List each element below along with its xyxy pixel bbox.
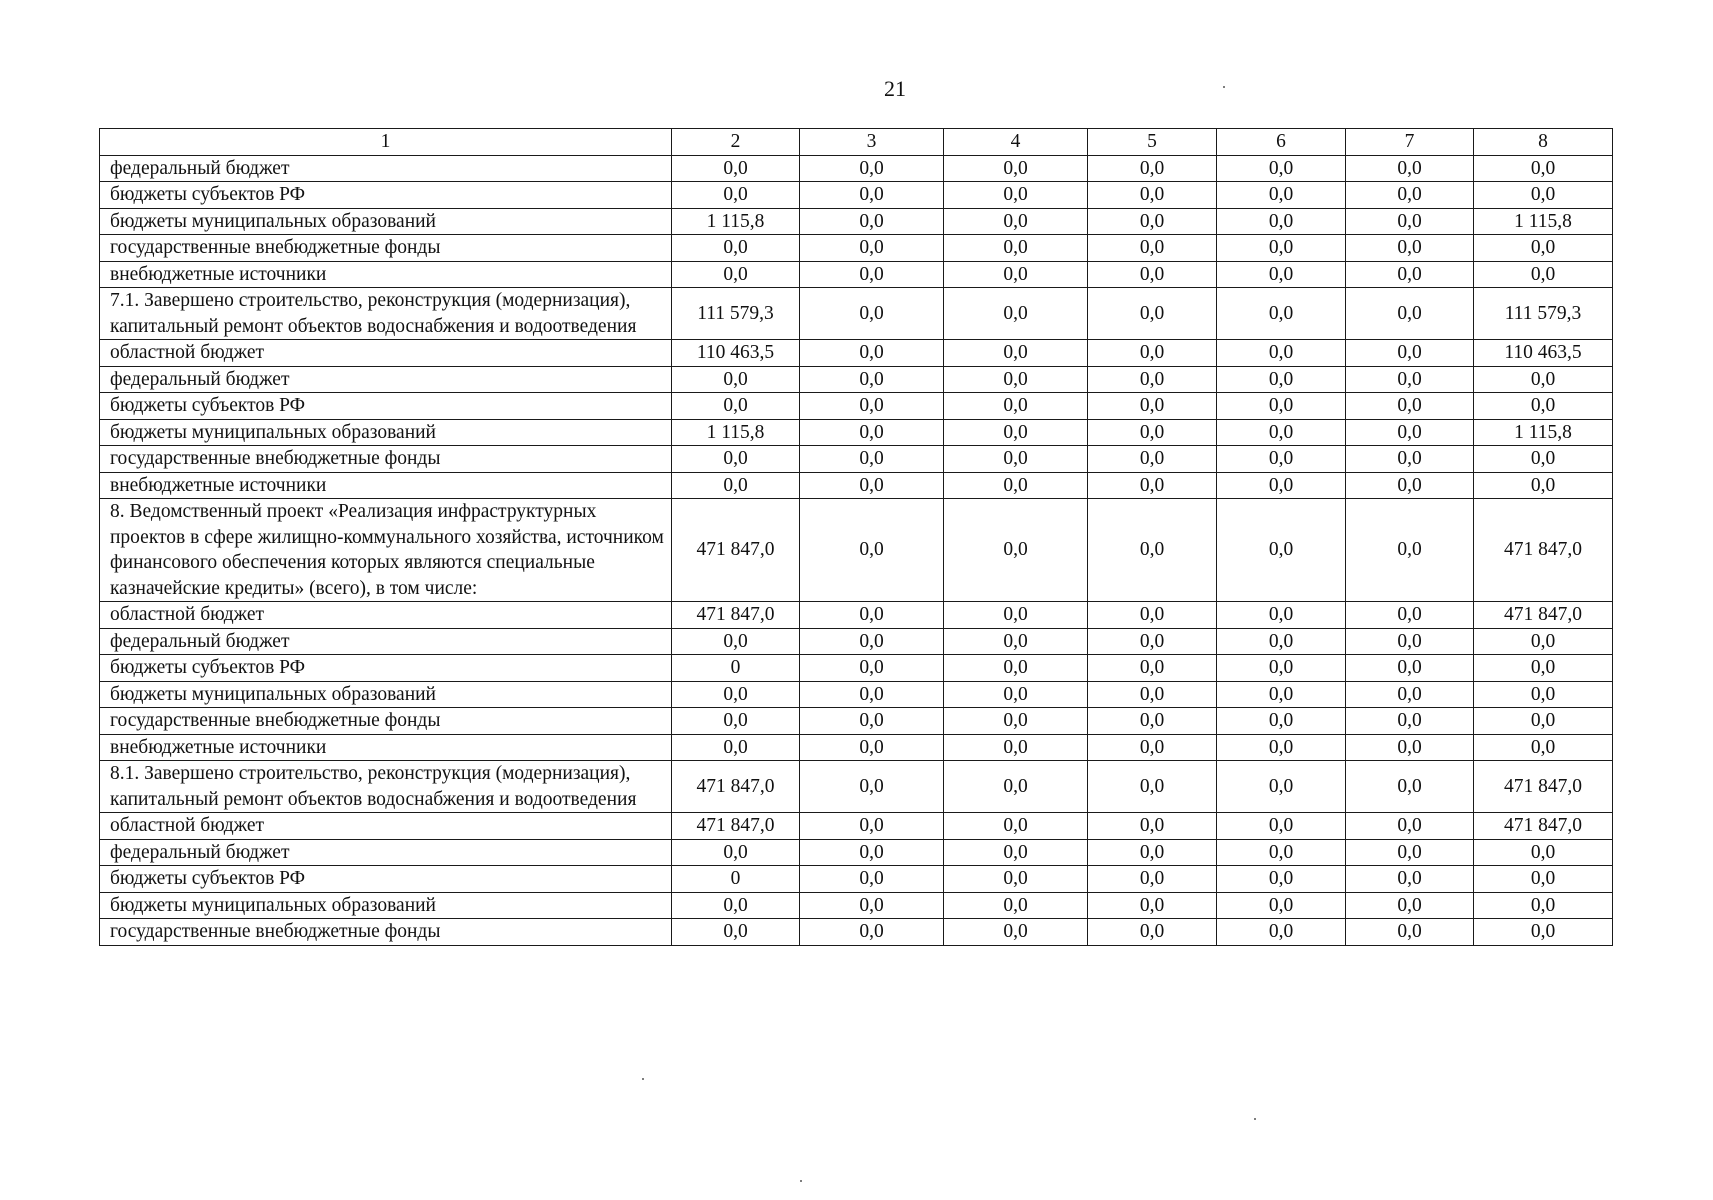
value-cell: 0,0 [800,813,944,840]
value-cell: 0,0 [1088,155,1217,182]
table-row [100,366,1613,393]
value-cell: 0,0 [1088,235,1217,262]
value-cell: 471 847,0 [1474,761,1613,813]
value-cell: 0,0 [1346,761,1474,813]
value-cell: 0,0 [1474,655,1613,682]
row-label: внебюджетные источники [100,261,672,288]
value-cell: 0,0 [1474,472,1613,499]
value-cell: 0,0 [1088,393,1217,420]
value-cell: 0,0 [672,446,800,473]
value-cell: 0,0 [1346,734,1474,761]
value-cell: 0,0 [672,892,800,919]
value-cell: 0,0 [1346,261,1474,288]
value-cell: 0,0 [944,472,1088,499]
table-row [100,208,1613,235]
row-label: внебюджетные источники [100,734,672,761]
value-cell: 0,0 [1088,366,1217,393]
row-label: государственные внебюджетные фонды [100,708,672,735]
value-cell: 0,0 [1088,813,1217,840]
value-cell: 0,0 [1088,734,1217,761]
table-row [100,813,1613,840]
value-cell: 0,0 [672,734,800,761]
value-cell: 0,0 [1217,208,1346,235]
column-header: 3 [800,129,944,156]
table-row [100,419,1613,446]
value-cell: 0,0 [800,734,944,761]
value-cell: 0,0 [1474,681,1613,708]
value-cell: 0,0 [1088,419,1217,446]
value-cell: 0,0 [1346,182,1474,209]
row-label: федеральный бюджет [100,155,672,182]
row-label: государственные внебюджетные фонды [100,919,672,946]
value-cell: 0,0 [1217,708,1346,735]
value-cell: 0,0 [1346,708,1474,735]
value-cell: 0,0 [944,866,1088,893]
value-cell: 0,0 [944,288,1088,340]
table-row [100,340,1613,367]
value-cell: 0,0 [1346,813,1474,840]
value-cell: 0,0 [1346,892,1474,919]
value-cell: 0,0 [1088,628,1217,655]
value-cell: 0,0 [1088,866,1217,893]
value-cell: 0,0 [800,182,944,209]
value-cell: 0,0 [800,892,944,919]
value-cell: 0,0 [944,235,1088,262]
value-cell: 0,0 [1088,472,1217,499]
value-cell: 0,0 [1217,839,1346,866]
value-cell: 0,0 [800,419,944,446]
value-cell: 0,0 [944,155,1088,182]
value-cell: 0,0 [672,235,800,262]
value-cell: 111 579,3 [672,288,800,340]
row-label: государственные внебюджетные фонды [100,235,672,262]
value-cell: 0,0 [1346,393,1474,420]
value-cell: 0,0 [1217,602,1346,629]
value-cell: 0,0 [1346,839,1474,866]
table-row [100,761,1613,813]
value-cell: 0,0 [1217,446,1346,473]
value-cell: 0,0 [800,340,944,367]
value-cell: 0,0 [1217,655,1346,682]
value-cell: 0,0 [1346,628,1474,655]
row-label: 8.1. Завершено строительство, реконструкция (модернизация), капитальный ремонт объектов водоснабжения и водоотведения [100,761,672,813]
value-cell: 0,0 [672,919,800,946]
value-cell: 0,0 [1217,628,1346,655]
row-label: 7.1. Завершено строительство, реконструкция (модернизация), капитальный ремонт объектов водоснабжения и водоотведения [100,288,672,340]
value-cell: 0,0 [800,208,944,235]
value-cell: 0,0 [1217,182,1346,209]
table-row [100,182,1613,209]
row-label: бюджеты субъектов РФ [100,393,672,420]
value-cell: 0,0 [672,839,800,866]
row-label: бюджеты субъектов РФ [100,655,672,682]
value-cell: 0,0 [800,235,944,262]
value-cell: 0,0 [1217,499,1346,602]
value-cell: 0,0 [1217,155,1346,182]
value-cell: 0,0 [1217,288,1346,340]
value-cell: 0,0 [800,288,944,340]
column-header: 4 [944,129,1088,156]
value-cell: 0,0 [800,839,944,866]
row-label: 8. Ведомственный проект «Реализация инфраструктурных проектов в сфере жилищно-коммунального хозяйства, источником финансового обеспечения которых являются специальные казначейские кредиты» (всего), в том числе: [100,499,672,602]
row-label: бюджеты субъектов РФ [100,866,672,893]
value-cell: 0,0 [672,366,800,393]
budget-table [99,128,1613,946]
value-cell: 0 [672,655,800,682]
value-cell: 0,0 [1088,261,1217,288]
value-cell: 0,0 [800,681,944,708]
value-cell: 471 847,0 [1474,813,1613,840]
scan-speck [1223,86,1225,88]
value-cell: 0,0 [944,602,1088,629]
table-row [100,628,1613,655]
row-label: федеральный бюджет [100,839,672,866]
value-cell: 471 847,0 [672,761,800,813]
row-label: областной бюджет [100,602,672,629]
row-label: бюджеты муниципальных образований [100,892,672,919]
value-cell: 0,0 [1346,419,1474,446]
value-cell: 0,0 [944,208,1088,235]
value-cell: 0,0 [800,446,944,473]
column-header: 6 [1217,129,1346,156]
value-cell: 0,0 [1088,655,1217,682]
value-cell: 471 847,0 [672,499,800,602]
value-cell: 0,0 [672,472,800,499]
table-row [100,708,1613,735]
value-cell: 0,0 [800,602,944,629]
row-label: бюджеты муниципальных образований [100,419,672,446]
table-row [100,472,1613,499]
value-cell: 0,0 [800,655,944,682]
value-cell: 1 115,8 [1474,208,1613,235]
value-cell: 111 579,3 [1474,288,1613,340]
value-cell: 0,0 [944,708,1088,735]
value-cell: 0,0 [944,419,1088,446]
row-label: областной бюджет [100,340,672,367]
value-cell: 0,0 [1088,681,1217,708]
page-number: 21 [884,76,906,101]
table-row [100,499,1613,602]
row-label: внебюджетные источники [100,472,672,499]
value-cell: 0,0 [1346,155,1474,182]
value-cell: 0,0 [1346,681,1474,708]
value-cell: 0,0 [944,446,1088,473]
value-cell: 0,0 [1088,208,1217,235]
value-cell: 0,0 [944,681,1088,708]
column-header: 5 [1088,129,1217,156]
value-cell: 0,0 [800,628,944,655]
value-cell: 0,0 [1217,419,1346,446]
value-cell: 0,0 [1346,602,1474,629]
table-row [100,892,1613,919]
value-cell: 0,0 [1346,208,1474,235]
value-cell: 0,0 [1088,761,1217,813]
value-cell: 0,0 [800,261,944,288]
value-cell: 0,0 [944,499,1088,602]
value-cell: 0,0 [1474,839,1613,866]
value-cell: 0,0 [800,499,944,602]
value-cell: 0,0 [1346,472,1474,499]
value-cell: 0,0 [1217,366,1346,393]
value-cell: 0,0 [1474,628,1613,655]
value-cell: 0,0 [944,734,1088,761]
value-cell: 0,0 [1346,340,1474,367]
value-cell: 0,0 [1217,340,1346,367]
value-cell: 0,0 [672,182,800,209]
value-cell: 0,0 [1217,235,1346,262]
value-cell: 0,0 [1474,261,1613,288]
row-label: бюджеты муниципальных образований [100,681,672,708]
value-cell: 0,0 [1474,892,1613,919]
value-cell: 0,0 [1474,366,1613,393]
value-cell: 471 847,0 [1474,499,1613,602]
value-cell: 0,0 [944,340,1088,367]
value-cell: 0,0 [1217,472,1346,499]
value-cell: 0,0 [1346,235,1474,262]
column-header: 2 [672,129,800,156]
value-cell: 0 [672,866,800,893]
value-cell: 0,0 [1217,681,1346,708]
row-label: областной бюджет [100,813,672,840]
value-cell: 471 847,0 [672,602,800,629]
value-cell: 0,0 [1346,499,1474,602]
value-cell: 0,0 [1217,813,1346,840]
value-cell: 0,0 [1474,393,1613,420]
value-cell: 1 115,8 [1474,419,1613,446]
value-cell: 0,0 [1217,919,1346,946]
row-label: государственные внебюджетные фонды [100,446,672,473]
value-cell: 0,0 [944,839,1088,866]
value-cell: 0,0 [1474,866,1613,893]
value-cell: 0,0 [800,761,944,813]
row-label: федеральный бюджет [100,366,672,393]
value-cell: 471 847,0 [672,813,800,840]
value-cell: 0,0 [1474,919,1613,946]
value-cell: 0,0 [1088,708,1217,735]
value-cell: 0,0 [944,892,1088,919]
value-cell: 0,0 [1088,919,1217,946]
value-cell: 0,0 [1088,602,1217,629]
value-cell: 0,0 [1474,708,1613,735]
table-row [100,393,1613,420]
table-row [100,288,1613,340]
table-row [100,655,1613,682]
value-cell: 0,0 [944,628,1088,655]
row-label: федеральный бюджет [100,628,672,655]
value-cell: 0,0 [944,261,1088,288]
value-cell: 0,0 [1217,761,1346,813]
column-header: 8 [1474,129,1613,156]
value-cell: 0,0 [1474,446,1613,473]
value-cell: 0,0 [1346,919,1474,946]
value-cell: 0,0 [1474,235,1613,262]
value-cell: 0,0 [1346,446,1474,473]
value-cell: 0,0 [1346,655,1474,682]
table-row [100,681,1613,708]
scan-speck [642,1078,644,1080]
value-cell: 0,0 [1217,892,1346,919]
value-cell: 110 463,5 [672,340,800,367]
value-cell: 0,0 [672,708,800,735]
value-cell: 0,0 [1088,446,1217,473]
value-cell: 0,0 [672,155,800,182]
value-cell: 0,0 [944,366,1088,393]
table-row [100,261,1613,288]
value-cell: 0,0 [1088,182,1217,209]
value-cell: 1 115,8 [672,208,800,235]
value-cell: 0,0 [1088,499,1217,602]
table-row [100,919,1613,946]
scan-speck [800,1180,802,1182]
value-cell: 0,0 [800,155,944,182]
table-row [100,839,1613,866]
value-cell: 471 847,0 [1474,602,1613,629]
table-row [100,602,1613,629]
value-cell: 0,0 [672,393,800,420]
table-row [100,155,1613,182]
value-cell: 0,0 [800,472,944,499]
value-cell: 1 115,8 [672,419,800,446]
value-cell: 0,0 [944,182,1088,209]
value-cell: 0,0 [800,366,944,393]
table-row [100,235,1613,262]
row-label: бюджеты субъектов РФ [100,182,672,209]
value-cell: 110 463,5 [1474,340,1613,367]
value-cell: 0,0 [1217,734,1346,761]
value-cell: 0,0 [1217,393,1346,420]
value-cell: 0,0 [1346,866,1474,893]
value-cell: 0,0 [944,919,1088,946]
value-cell: 0,0 [1346,366,1474,393]
value-cell: 0,0 [1088,892,1217,919]
value-cell: 0,0 [1474,182,1613,209]
scan-speck [1254,1118,1256,1120]
value-cell: 0,0 [800,393,944,420]
value-cell: 0,0 [1217,261,1346,288]
value-cell: 0,0 [800,866,944,893]
value-cell: 0,0 [800,708,944,735]
value-cell: 0,0 [1474,734,1613,761]
value-cell: 0,0 [1088,340,1217,367]
value-cell: 0,0 [1474,155,1613,182]
value-cell: 0,0 [672,628,800,655]
value-cell: 0,0 [1346,288,1474,340]
value-cell: 0,0 [800,919,944,946]
value-cell: 0,0 [672,261,800,288]
value-cell: 0,0 [944,655,1088,682]
table-body [100,129,1613,946]
value-cell: 0,0 [1217,866,1346,893]
row-label: бюджеты муниципальных образований [100,208,672,235]
column-header: 1 [100,129,672,156]
value-cell: 0,0 [1088,288,1217,340]
table-row [100,866,1613,893]
value-cell: 0,0 [944,761,1088,813]
table-row [100,446,1613,473]
value-cell: 0,0 [944,393,1088,420]
column-header: 7 [1346,129,1474,156]
value-cell: 0,0 [944,813,1088,840]
value-cell: 0,0 [672,681,800,708]
header-row [100,129,1613,156]
value-cell: 0,0 [1088,839,1217,866]
table-row [100,734,1613,761]
